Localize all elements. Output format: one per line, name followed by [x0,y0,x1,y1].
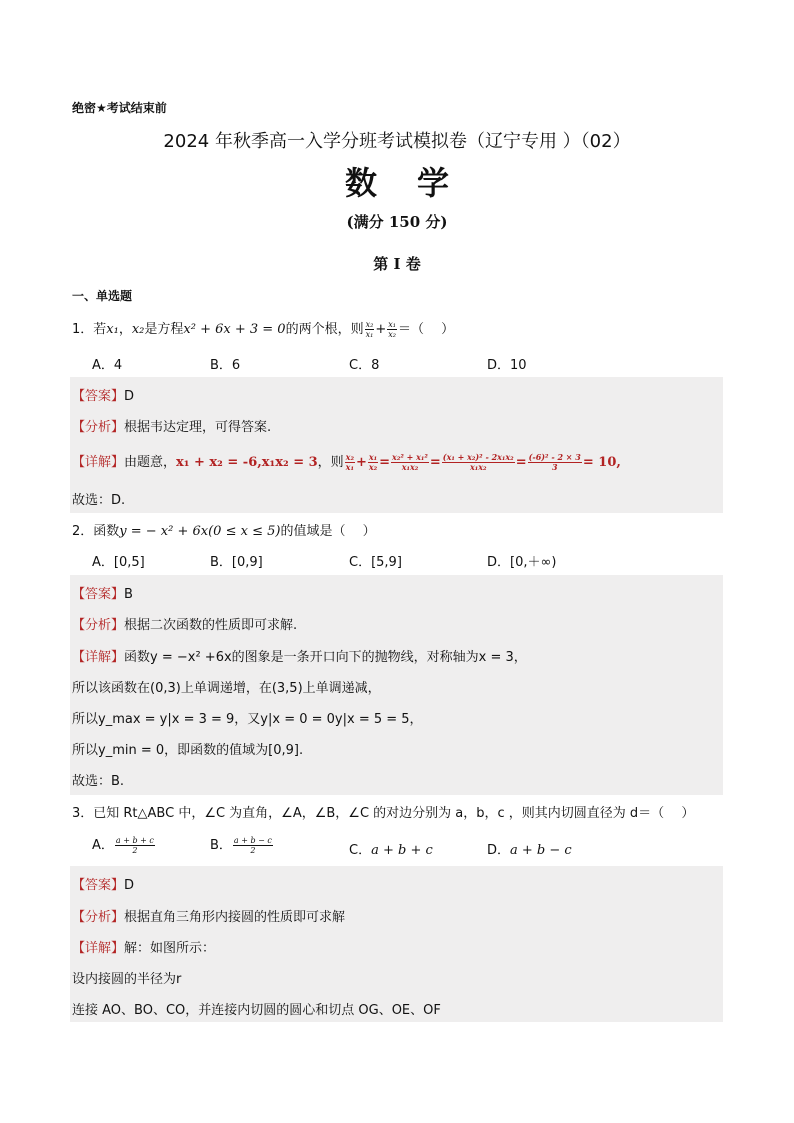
question-1-stem: 1．若x₁，x₂是方程x² + 6x + 3 = 0的两个根，则 $\frac{\text{x₂}}{\text{x₁}}$ + $\frac{\text{x₁}}{\text{x₂}}$ ＝（ ） [72,320,455,339]
fraction-sumsq: $\frac{\text{x₂² + x₁²}}{\text{x₁x₂}}$ [392,452,428,472]
detail-line-2d: 所以y_min = 0，即函数的值域为[0,9]. [72,743,304,758]
option-b: B． $\frac{a + b - c}{2}$ [210,836,272,855]
solution-block-1 [70,377,723,513]
option-a: A．4 [92,358,123,373]
exam-title: 2024 年秋季高一入学分班考试模拟卷（辽宁专用 ）（02） [163,131,631,152]
subject-heading: 数学 [344,164,489,202]
option-d: D．a + b − c [487,843,572,858]
volume-heading: 第 I 卷 [373,255,421,273]
option-d: D．10 [487,358,527,373]
fraction-expand: $\frac{\text{(x₁ + x₂)² - 2x₁x₂}}{\text{x₁x₂}}$ [442,452,514,472]
option-c: C．a + b + c [349,843,433,858]
fraction-x1-x2: $\frac{\text{x₁}}{\text{x₂}}$ [388,320,396,339]
detail-line-2: 【详解】函数y = −x² +6x的图象是一条开口向下的抛物线，对称轴为x = 3， [72,650,527,665]
fraction-x2-x1: $\frac{\text{x₂}}{\text{x₁}}$ [365,320,374,339]
confidential-label: 绝密★考试结束前 [72,101,167,115]
question-2-stem: 2．函数y = − x² + 6x(0 ≤ x ≤ 5)的值域是（ ） [72,524,376,539]
answer-line-3: 【答案】D [72,878,135,893]
conclusion-line-2: 故选：B. [72,774,125,789]
answer-line-1: 【答案】D [72,389,135,404]
analysis-line-1: 【分析】根据韦达定理，可得答案. [72,420,272,435]
section-heading: 一、单选题 [72,289,133,303]
fraction-numeric: $\frac{\text{(-6)² - 2 × 3}}{3}$ [528,452,581,472]
answer-line-2: 【答案】B [72,587,133,602]
analysis-line-2: 【分析】根据二次函数的性质即可求解. [72,618,298,633]
option-a: A．[0,5] [92,555,145,570]
score-note: (满分 150 分) [346,213,448,231]
detail-line-2b: 所以该函数在(0,3)上单调递增，在(3,5)上单调递减， [72,681,381,696]
detail-line-3b: 设内接圆的半径为r [72,972,182,987]
detail-line-3c: 连接 AO、BO、CO，并连接内切圆的圆心和切点 OG、OE、OF [72,1003,441,1018]
detail-line-2c: 所以y_max = y|x = 3 = 9，又y|x = 0 = 0y|x = 5 = 5， [72,712,423,727]
option-c: C．8 [349,358,380,373]
option-c: C．[5,9] [349,555,402,570]
option-a: A． $\frac{a + b + c}{2}$ [92,836,154,855]
detail-line-3: 【详解】解：如图所示： [72,941,216,956]
option-b: B．[0,9] [210,555,263,570]
conclusion-line-1: 故选：D. [72,493,126,508]
option-d: D．[0,＋∞) [487,555,557,570]
question-3-stem: 3．已知 Rt△ABC 中，∠C 为直角，∠A，∠B，∠C 的对边分别为 a，b，c ，则其内切圆直径为 d＝（ ） [72,806,695,821]
option-b: B．6 [210,358,241,373]
detail-line-1: 【详解】由题意，x₁ + x₂ = -6,x₁x₂ = 3，则 $\frac{\text{x₂}}{\text{x₁}}$ + $\frac{\text{x₁}}{\text{x₂}}$ = $\frac{\text{x₂² + x₁²}}{\text{x₁x₂}}$ = $\frac{\text{(x₁ + x₂)² - 2x₁x₂}}{\text{x₁x₂}}$ = $\frac{\text{(-6)² - 2 × 3}}{3}$ = 10, [72,452,621,472]
analysis-line-3: 【分析】根据直角三角形内接圆的性质即可求解 [72,910,346,925]
